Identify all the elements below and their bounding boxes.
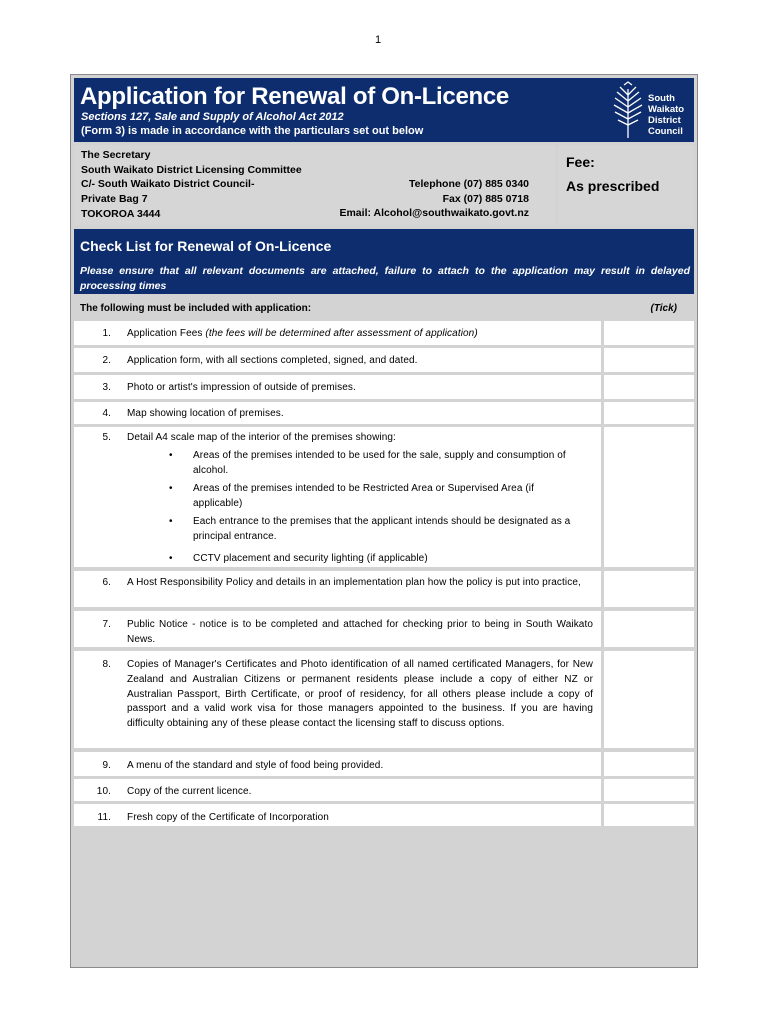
postal-address: The Secretary South Waikato District Licensing Committee C/- South Waikato District Council- Private Bag 7 TOKOROA 3444 (81, 149, 302, 220)
form-title: Application for Renewal of On-Licence (80, 83, 509, 110)
fee-value: As prescribed (566, 178, 660, 194)
tick-box[interactable] (604, 752, 694, 776)
form-header (74, 78, 694, 142)
checklist-title: Check List for Renewal of On-Licence (80, 238, 332, 254)
tick-box[interactable] (604, 571, 694, 607)
checklist-item: 6. A Host Responsibility Policy and details in an implementation plan how the policy is put into practice, (74, 571, 601, 607)
checklist-item: 11. Fresh copy of the Certificate of Incorporation (74, 804, 601, 826)
contact-details (339, 177, 529, 221)
checklist-item: 8. Copies of Manager's Certificates and Photo identification of all named certificated Managers, for New Zealand and Australian Citizens or permanent residents please include a copy of either NZ or Australian Passport, Birth Certificate, or proof of residency, for all others please include a copy of passport and a valid work visa for those managers appointed to the business. If you are having difficulty obtaining any of these please contact the licensing staff to discuss options. (74, 651, 601, 748)
checklist-item: 10. Copy of the current licence. (74, 779, 601, 801)
email: Email: Alcohol@southwaikato.govt.nz (339, 207, 529, 220)
form-note: (Form 3) is made in accordance with the particulars set out below (81, 125, 424, 137)
logo-text: South Waikato District Council (648, 93, 685, 137)
empty-panel (74, 830, 694, 964)
checklist-item: 4. Map showing location of premises. (74, 402, 601, 424)
telephone: Telephone (07) 885 0340 (408, 178, 529, 190)
tick-box[interactable] (604, 402, 694, 424)
page-number: 1 (375, 34, 382, 46)
tree-logo-icon (610, 81, 646, 139)
tick-box[interactable] (604, 321, 694, 345)
checklist-item: 7. Public Notice - notice is to be completed and attached for checking prior to being in South Waikato News. (74, 611, 601, 647)
tick-label: (Tick) (650, 303, 677, 314)
checklist-item: 1. Application Fees (the fees will be determined after assessment of application) (74, 321, 601, 345)
must-include-label: The following must be included with application: (80, 303, 312, 314)
form-subtitle: Sections 127, Sale and Supply of Alcohol Act 2012 (81, 111, 344, 123)
fee-block (558, 145, 694, 225)
tick-box[interactable] (604, 348, 694, 372)
checklist-header (74, 229, 694, 294)
must-include-row (74, 300, 694, 318)
fax: Fax (07) 885 0718 (442, 192, 529, 205)
tick-box[interactable] (604, 375, 694, 399)
tick-box[interactable] (604, 779, 694, 801)
tick-box[interactable] (604, 651, 694, 748)
tick-box[interactable] (604, 427, 694, 567)
checklist-item: 3. Photo or artist's impression of outside of premises. (74, 375, 601, 399)
council-logo (610, 80, 690, 140)
checklist-item: 5. Detail A4 scale map of the interior of the premises showing: • Areas of the premises intended to be used for the sale, supply and consumption of alcohol. • Areas of the premises intended to be Restricted Area or Supervised Area (if applicable) • Each entrance to the premises that the applicant intends should be designated as a principal entrance. • CCTV placement and security lighting (if applicable) (74, 427, 601, 567)
checklist-item: 2. Application form, with all sections completed, signed, and dated. (74, 348, 601, 372)
checklist-note: Please ensure that all relevant documents are attached, failure to attach to the application may result in delayed processing times (80, 265, 690, 292)
checklist-item: 9. A menu of the standard and style of food being provided. (74, 752, 601, 776)
tick-box[interactable] (604, 804, 694, 826)
tick-box[interactable] (604, 611, 694, 647)
fee-label: Fee: (566, 154, 595, 170)
address-block (74, 145, 555, 225)
